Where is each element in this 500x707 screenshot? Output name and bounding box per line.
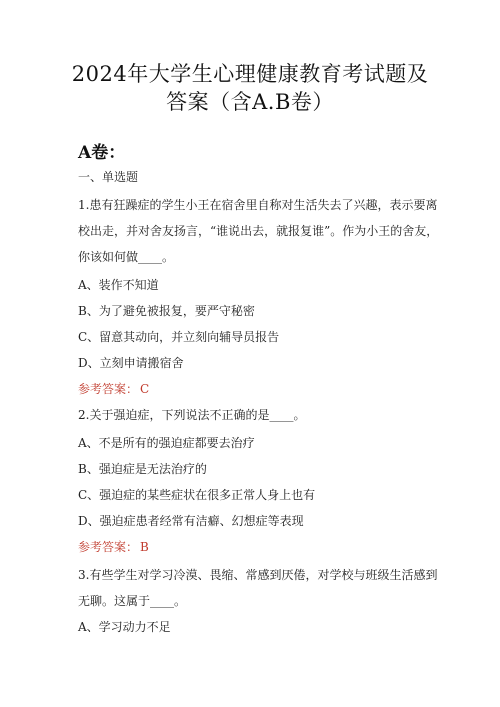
question-1-line-2: 校出走，并对舍友扬言，“谁说出去，就报复谁”。作为小王的舍友， bbox=[78, 224, 439, 238]
answer-value: C bbox=[140, 382, 150, 396]
section-heading: A卷： bbox=[78, 143, 126, 163]
question-1-answer bbox=[78, 380, 149, 398]
question-2-line-1: 2.关于强迫症，下列说法不正确的是____。 bbox=[78, 408, 306, 422]
question-1-option-c: C、留意其动向，并立刻向辅导员报告 bbox=[78, 330, 280, 344]
question-2-option-b: B、强迫症是无法治疗的 bbox=[78, 462, 207, 476]
document-title-line-2: 答案（含A.B卷） bbox=[166, 90, 334, 114]
question-1-option-b: B、为了避免被报复，要严守秘密 bbox=[78, 304, 255, 318]
question-3-line-2: 无聊。这属于____。 bbox=[78, 594, 187, 608]
subsection-heading: 一、单选题 bbox=[78, 170, 139, 184]
question-2-option-c: C、强迫症的某些症状在很多正常人身上也有 bbox=[78, 488, 316, 502]
question-2-option-d: D、强迫症患者经常有洁癖、幻想症等表现 bbox=[78, 514, 304, 528]
question-3-option-a: A、学习动力不足 bbox=[78, 620, 171, 634]
answer-label: 参考答案： bbox=[78, 382, 139, 396]
document-title-line-1: 2024年大学生心理健康教育考试题及 bbox=[71, 62, 429, 86]
answer-value: B bbox=[140, 540, 149, 554]
answer-label: 参考答案： bbox=[78, 540, 139, 554]
question-2-option-a: A、不是所有的强迫症都要去治疗 bbox=[78, 436, 255, 450]
question-1-line-3: 你该如何做____。 bbox=[78, 250, 175, 264]
question-1-line-1: 1.患有狂躁症的学生小王在宿舍里自称对生活失去了兴趣，表示要离 bbox=[78, 198, 438, 212]
question-1-option-d: D、立刻申请搬宿舍 bbox=[78, 356, 184, 370]
question-1-option-a: A、装作不知道 bbox=[78, 278, 159, 292]
question-2-answer bbox=[78, 538, 149, 556]
question-3-line-1: 3.有些学生对学习冷漠、畏缩、常感到厌倦，对学校与班级生活感到 bbox=[78, 568, 438, 582]
